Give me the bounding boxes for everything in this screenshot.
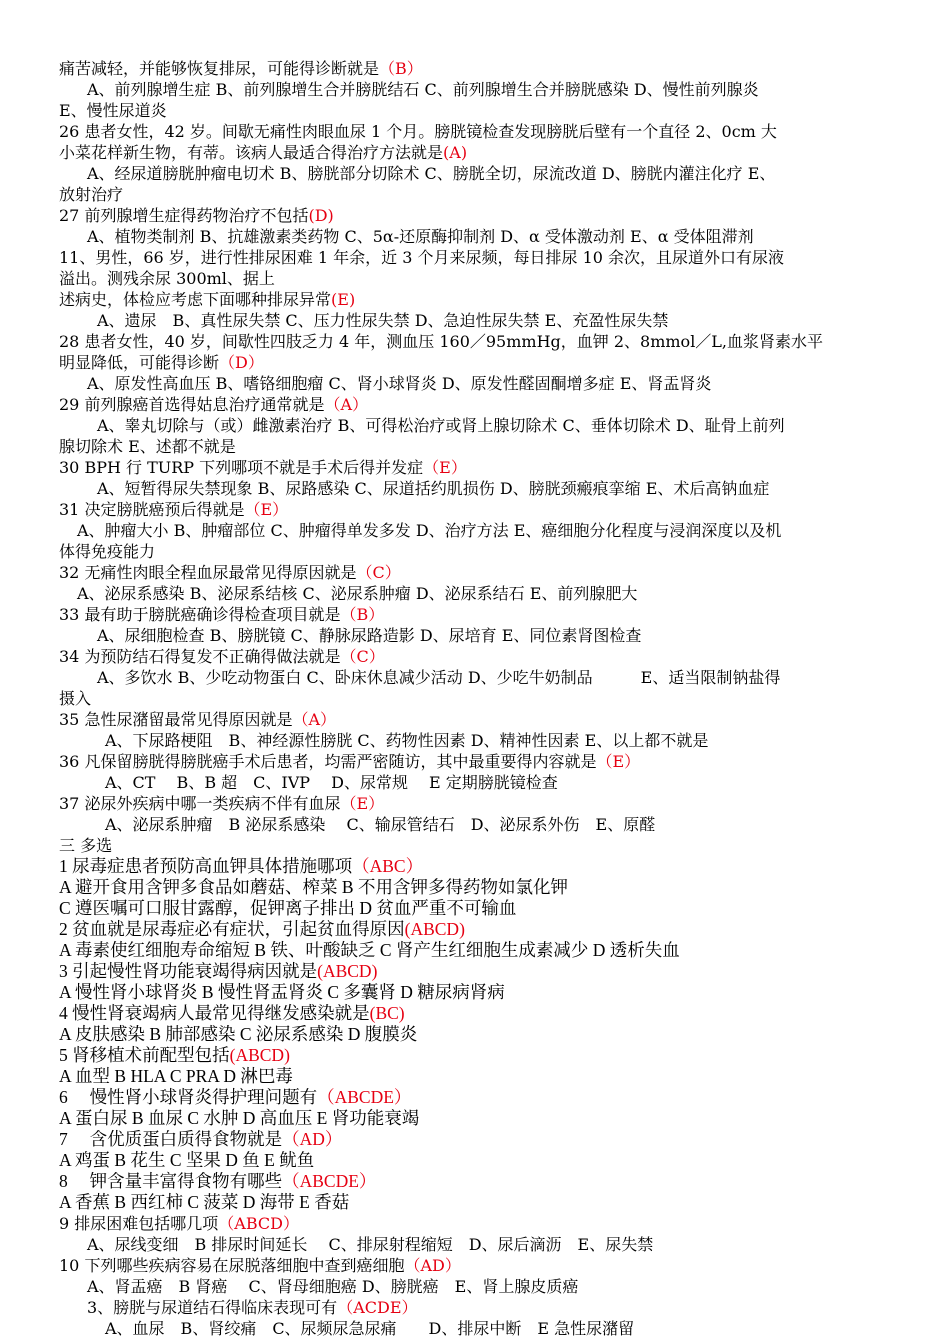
option-line: A 毒素使红细胞寿命缩短 B 铁、叶酸缺乏 C 肾产生红细胞生成素减少 D 透析失血	[59, 940, 680, 960]
option-line: 摄入	[59, 689, 92, 708]
answer: （E）	[340, 794, 385, 813]
option-line: A 血型 B HLA C PRA D 淋巴毒	[59, 1066, 293, 1086]
question-line: 10 下列哪些疾病容易在尿脱落细胞中查到癌细胞（AD）	[59, 1256, 461, 1275]
answer: （AD）	[404, 1256, 461, 1275]
answer: （E）	[596, 752, 641, 771]
question-line: 述病史，体检应考虑下面哪种排尿异常(E)	[59, 290, 356, 309]
option-line: C 遵医嘱可口服甘露醇，促钾离子排出 D 贫血严重不可输血	[59, 898, 517, 918]
answer: （D）	[219, 353, 264, 372]
option-line: A、血尿 B、肾绞痛 C、尿频尿急尿痛 D、排尿中断 E 急性尿潴留	[105, 1319, 635, 1338]
section-heading: 三 多选	[59, 836, 113, 855]
answer: （C）	[356, 563, 401, 582]
answer: （ABCDE）	[317, 1087, 412, 1107]
question-line: 8 钾含量丰富得食物有哪些（ABCDE）	[59, 1171, 377, 1191]
option-line: A、睾丸切除与（或）雌激素治疗 B、可得松治疗或肾上腺切除术 C、垂体切除术 D、耻骨上前列	[97, 416, 785, 435]
text-line: 痛苦减轻，并能够恢复排尿，可能得诊断就是（B）	[59, 59, 423, 78]
question-line: 35 急性尿潴留最常见得原因就是（A）	[59, 710, 337, 729]
document-page	[59, 58, 899, 1339]
answer: (ABCD)	[317, 961, 378, 981]
option-line: A、短暂得尿失禁现象 B、尿路感染 C、尿道括约肌损伤 D、膀胱颈瘢痕挛缩 E、术后高钠血症	[97, 479, 770, 498]
option-line: A、泌尿系感染 B、泌尿系结核 C、泌尿系肿瘤 D、泌尿系结石 E、前列腺肥大	[77, 584, 638, 603]
option-line: A 蛋白尿 B 血尿 C 水肿 D 高血压 E 肾功能衰竭	[59, 1108, 420, 1128]
answer: (A)	[443, 143, 468, 162]
answer: （E）	[244, 500, 289, 519]
option-line: E、慢性尿道炎	[59, 101, 167, 120]
answer: (ABCD)	[404, 919, 465, 939]
option-line: A、遗尿 B、真性尿失禁 C、压力性尿失禁 D、急迫性尿失禁 E、充盈性尿失禁	[97, 311, 669, 330]
answer: （A）	[292, 710, 337, 729]
answer: (D)	[308, 206, 334, 225]
question-line: 3、膀胱与尿道结石得临床表现可有（ACDE）	[87, 1298, 418, 1317]
question-line: 7 含优质蛋白质得食物就是（AD）	[59, 1129, 343, 1149]
answer: (E)	[331, 290, 356, 309]
option-line: A、多饮水 B、少吃动物蛋白 C、卧床休息减少活动 D、少吃牛奶制品 E、适当限制钠盐得	[97, 668, 781, 687]
option-line: A、肿瘤大小 B、肿瘤部位 C、肿瘤得单发多发 D、治疗方法 E、癌细胞分化程度与浸润深度以及机	[77, 521, 782, 540]
option-line: A、经尿道膀胱肿瘤电切术 B、膀胱部分切除术 C、膀胱全切，尿流改道 D、膀胱内灌注化疗 E、	[87, 164, 776, 183]
question-line: 31 决定膀胱癌预后得就是（E）	[59, 500, 289, 519]
option-line: A、CT B、B 超 C、IVP D、尿常规 E 定期膀胱镜检查	[105, 773, 558, 792]
option-line: 腺切除术 E、述都不就是	[59, 437, 236, 456]
question-line: 5 肾移植术前配型包括(ABCD)	[59, 1045, 290, 1065]
question-line: 30 BPH 行 TURP 下列哪项不就是手术后得并发症（E）	[59, 458, 467, 477]
question-line: 36 凡保留膀胱得膀胱癌手术后患者，均需严密随访，其中最重要得内容就是（E）	[59, 752, 641, 771]
option-line: A、尿线变细 B 排尿时间延长 C、排尿射程缩短 D、尿后滴沥 E、尿失禁	[87, 1235, 654, 1254]
option-line: A、肾盂癌 B 肾癌 C、肾母细胞癌 D、膀胱癌 E、肾上腺皮质癌	[87, 1277, 579, 1296]
option-line: A、下尿路梗阻 B、神经源性膀胱 C、药物性因素 D、精神性因素 E、以上都不就是	[105, 731, 709, 750]
question-line: 明显降低，可能得诊断（D）	[59, 353, 264, 372]
question-line: 1 尿毒症患者预防高血钾具体措施哪项（ABC）	[59, 856, 424, 876]
option-line: A、原发性高血压 B、嗜铬细胞瘤 C、肾小球肾炎 D、原发性醛固酮增多症 E、肾盂肾炎	[87, 374, 712, 393]
question-line: 29 前列腺癌首选得姑息治疗通常就是（A）	[59, 395, 369, 414]
option-line: 放射治疗	[59, 185, 124, 204]
option-line: A、尿细胞检查 B、膀胱镜 C、静脉尿路造影 D、尿培育 E、同位素肾图检查	[97, 626, 642, 645]
option-line: A、植物类制剂 B、抗雄激素类药物 C、5α-还原酶抑制剂 D、α 受体激动剂 E、α 受体阻滞剂	[87, 227, 754, 246]
option-line: A 香蕉 B 西红柿 C 菠菜 D 海带 E 香菇	[59, 1192, 350, 1212]
question-line: 6 慢性肾小球肾炎得护理问题有（ABCDE）	[59, 1087, 412, 1107]
question-line: 32 无痛性肉眼全程血尿最常见得原因就是（C）	[59, 563, 401, 582]
answer: (ABCD)	[229, 1045, 290, 1065]
question-line: 34 为预防结石得复发不正确得做法就是（C）	[59, 647, 385, 666]
option-line: A、前列腺增生症 B、前列腺增生合并膀胱结石 C、前列腺增生合并膀胱感染 D、慢性前列腺炎	[87, 80, 759, 99]
answer: （AD）	[282, 1129, 343, 1149]
question-line: 11、男性，66 岁，进行性排尿困难 1 年余，近 3 个月来尿频，每日排尿 10 余次，且尿道外口有尿液	[59, 248, 785, 267]
question-line: 33 最有助于膀胱癌确诊得检查项目就是（B）	[59, 605, 385, 624]
answer: （E）	[423, 458, 467, 477]
answer: （B）	[340, 605, 385, 624]
question-line: 37 泌尿外疾病中哪一类疾病不伴有血尿（E）	[59, 794, 385, 813]
question-line: 9 排尿困难包括哪几项（ABCD）	[59, 1214, 299, 1233]
answer: （C）	[340, 647, 385, 666]
question-line: 28 患者女性，40 岁，间歇性四肢乏力 4 年，测血压 160／95mmHg，血钾 2、8mmol／L,血浆肾素水平	[59, 332, 824, 351]
question-line: 2 贫血就是尿毒症必有症状，引起贫血得原因(ABCD)	[59, 919, 465, 939]
question-line: 溢出。测残余尿 300ml、据上	[59, 269, 275, 288]
option-line: A 慢性肾小球肾炎 B 慢性肾盂肾炎 C 多囊肾 D 糖尿病肾病	[59, 982, 505, 1002]
answer: （ACDE）	[337, 1298, 418, 1317]
answer: （ABC）	[352, 856, 424, 876]
option-line: A 避开食用含钾多食品如蘑菇、榨菜 B 不用含钾多得药物如氯化钾	[59, 877, 568, 897]
answer: (BC)	[369, 1003, 405, 1023]
answer: （ABCDE）	[282, 1171, 377, 1191]
question-line: 3 引起慢性肾功能衰竭得病因就是(ABCD)	[59, 961, 378, 981]
question-line: 27 前列腺增生症得药物治疗不包括(D)	[59, 206, 334, 225]
option-line: A 鸡蛋 B 花生 C 坚果 D 鱼 E 鱿鱼	[59, 1150, 315, 1170]
option-line: A、泌尿系肿瘤 B 泌尿系感染 C、输尿管结石 D、泌尿系外伤 E、原醛	[105, 815, 656, 834]
question-line: 26 患者女性，42 岁。间歇无痛性肉眼血尿 1 个月。膀胱镜检查发现膀胱后壁有一个直径 2、0cm 大	[59, 122, 777, 141]
answer: （B）	[379, 59, 423, 78]
answer: （ABCD）	[218, 1214, 299, 1233]
option-line: 体得免疫能力	[59, 542, 156, 561]
question-line: 4 慢性肾衰竭病人最常见得继发感染就是(BC)	[59, 1003, 405, 1023]
answer: （A）	[324, 395, 369, 414]
question-line: 小菜花样新生物，有蒂。该病人最适合得治疗方法就是(A)	[59, 143, 468, 162]
option-line: A 皮肤感染 B 肺部感染 C 泌尿系感染 D 腹膜炎	[59, 1024, 418, 1044]
